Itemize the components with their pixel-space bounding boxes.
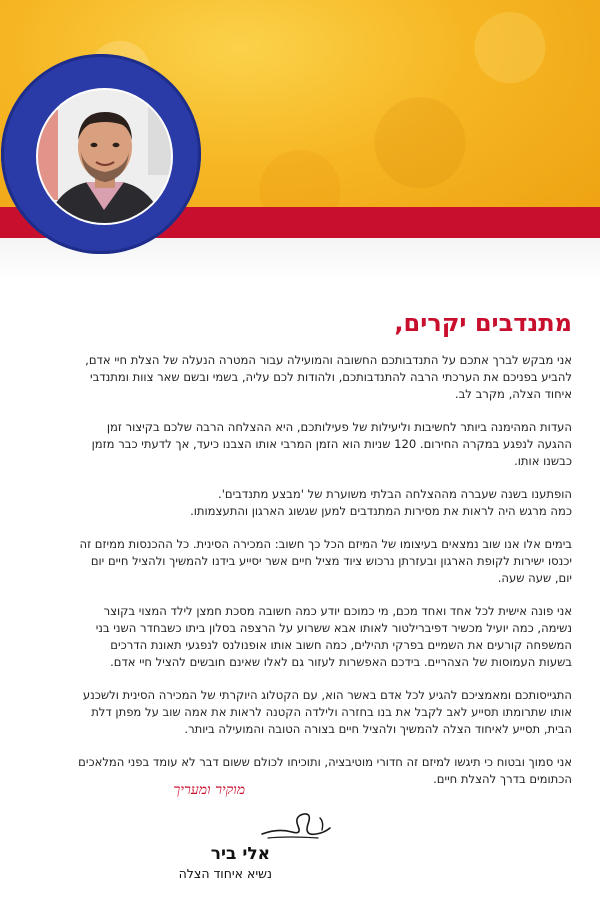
portrait-photo: [38, 90, 171, 223]
paragraph-line: כמה מרגש היה לראות את מסירות המתנדבים למען שגשוג הארגון והתעצמותו.: [190, 504, 572, 518]
paragraph-confidence: [22, 754, 572, 788]
paragraph-line: הופתענו בשנה שעברה מההצלחה הבלתי משוערת של 'מבצע מתנדבים'.: [218, 487, 572, 501]
paragraph-line: אני מבקש לברך אתכם על התנדבותכם החשובה והמועילה עבור המטרה הנעלה של הצלת חיי אדם,: [85, 353, 572, 367]
paragraph-thanks: [22, 352, 572, 403]
paragraph-personal-appeal: [22, 603, 572, 671]
paragraph-mobilization: [22, 687, 572, 738]
paragraph-line: יכנסו ישירות לקופת הארגון ובעזרתן נרכוש ציוד מציל חיים אשר יסייע בידנו להמשיך ולהציל חיים יום: [90, 554, 572, 568]
paragraph-line: אני סמוך ובטוח כי תיגשו למיזם זה חדורי מוטיבציה, ותוכיחו לכולם ששום דבר לא עומד בפני המלאכים: [78, 755, 572, 769]
paragraph-line: בשעות העמוסות של הצהריים. בידכם האפשרות לעזור גם לאלו שאינם חובשים להציל חיי אדם.: [110, 655, 572, 669]
paragraph-line: הבית, תסייע לאיחוד הצלה להמשיך ולהציל חיים בצורה הטובה והמועילה ביותר.: [184, 722, 572, 736]
paragraph-line: יום, שעה שעה.: [497, 571, 572, 585]
letter-greeting: מתנדבים יקרים,: [394, 309, 572, 337]
paragraph-chinese-auction: [22, 536, 572, 587]
paragraph-line: אני פונה אישית לכל אחד ואחד מכם, מי כמוכם יודע כמה חשובה מסכת חמצן לילד המצוי בקוצר: [103, 604, 572, 618]
paragraph-line: בימים אלו אנו שוב נמצאים בעיצומו של המיזם הכל כך חשוב: המכירה הסינית. כל ההכנסות ממיזם זה: [79, 537, 572, 551]
paragraph-line: ההגעה לנפגע במקרה החירום. 120 שניות הוא הזמן המרבי אותו הצבנו כיעד, אך לדעתי כבר מזמן: [91, 437, 572, 451]
paragraph-line: כבשנו אותו.: [514, 454, 572, 468]
signer-title: נשיא איחוד הצלה: [178, 866, 272, 881]
letter-body: [22, 308, 572, 804]
paragraph-last-year: [22, 486, 572, 520]
signature-scribble: [258, 808, 340, 844]
paragraph-line: אותו שתרומתו תסייע לאב לקבל את בנו בחזרה ולילדה הקטנה לראות את אמה שוב על מפתן דלת: [91, 705, 572, 719]
closing-phrase: מוקיר ומעריך: [173, 782, 245, 798]
paragraph-line: המשפחה קורעים את השמיים בפרקי תהילים, כמה חשוב אותו אופנולנס לנפגעי תאונת הדרכים: [110, 638, 572, 652]
paragraph-line: להביע בפניכם את הערכתי הרבה להתנדבותכם, ולהודות לכם עליה, בשמי ובשם שאר צוות ומתנדבי: [90, 370, 572, 384]
paragraph-line: העדות המהימנה ביותר לחשיבות וליעילות של פעילותכם, היא ההצלחה הרבה שלכם בקיצור זמן: [106, 420, 572, 434]
paragraph-line: נשימה, כמה יועיל מכשיר דפיברילטור לאותו אבא ששרוע על הרצפה בסלון ביתו כשבחדר השני בני: [95, 621, 572, 635]
paragraph-response-time: [22, 419, 572, 470]
paragraph-line: איחוד הצלה, מקרב לב.: [454, 387, 572, 401]
paragraph-line: התגייסותכם ומאמציכם להגיע לכל אדם באשר הוא, עם הקטלוג היוקרתי של המכירה הסינית ולשכנע: [82, 688, 572, 702]
signer-name: אלי ביר: [210, 844, 270, 864]
avatar: [36, 88, 173, 225]
paragraph-line: הכתומים בדרך להצלת חיים.: [433, 772, 572, 786]
